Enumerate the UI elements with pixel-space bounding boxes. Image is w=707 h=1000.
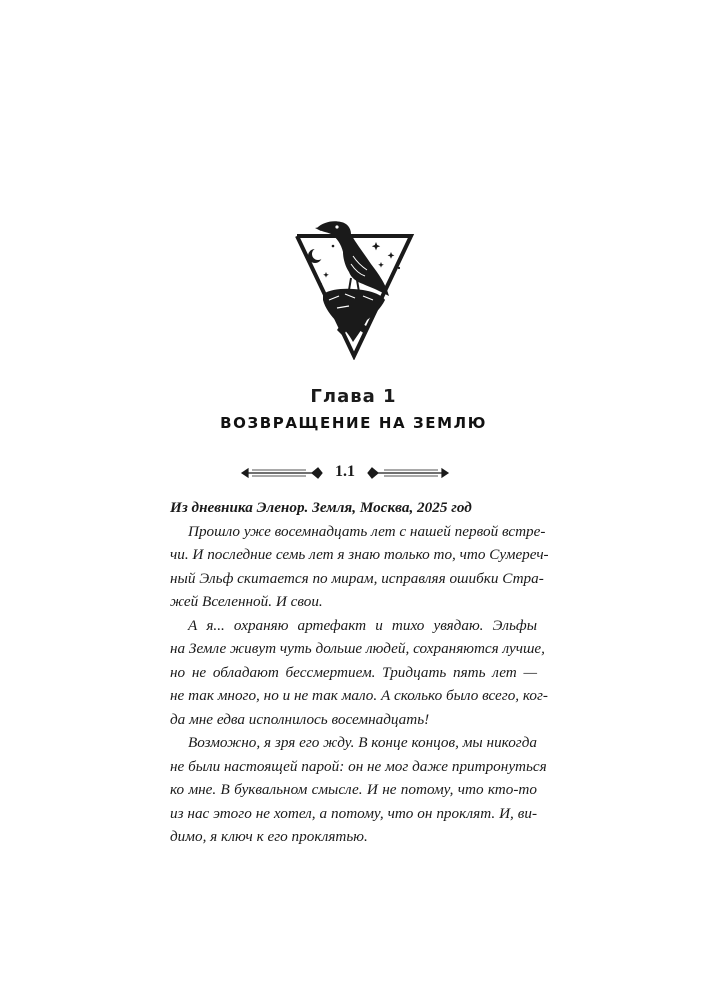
text-line: Возможно, я зря его жду. В конце концов, мы никогда [188,734,537,751]
section-divider [240,462,450,484]
text-line: да мне едва исполнилось восемнадцать! [170,710,430,728]
text-line: но не обладают бессмертием. Тридцать пять лет — [170,663,537,681]
text-line: на Земле живут чуть дольше людей, сохраняются лучше, [170,640,545,657]
text-line: А я... охраняю артефакт и тихо увядаю. Эльфы [188,616,537,634]
diary-heading: Из дневника Эленор. Земля, Москва, 2025 год [170,499,472,516]
text-line: не были настоящей парой: он не мог даже притронуться [170,757,547,775]
chapter-title: ВОЗВРАЩЕНИЕ НА ЗЕМЛЮ [220,414,487,432]
text-line: жей Вселенной. И свои. [170,593,323,610]
section-number: 1.1 [240,463,450,481]
text-line: ный Эльф скитается по мирам, исправляя ошибки Стра- [170,569,544,587]
diary-entry [170,496,549,849]
raven-emblem-icon [293,212,415,360]
text-line: из нас этого не хотел, а потому, что он проклят. И, ви- [170,804,537,822]
text-line: ко мне. В буквальном смысле. И не потому, что кто-то [170,781,537,798]
text-line: димо, я ключ к его проклятью. [170,828,368,845]
text-line: не так много, но и не так мало. А сколько было всего, ког- [170,687,548,704]
text-line: чи. И последние семь лет я знаю только то, что Сумереч- [170,546,549,563]
text-line: Прошло уже восемнадцать лет с нашей первой встре- [188,522,546,540]
chapter-label: Глава 1 [310,386,397,407]
